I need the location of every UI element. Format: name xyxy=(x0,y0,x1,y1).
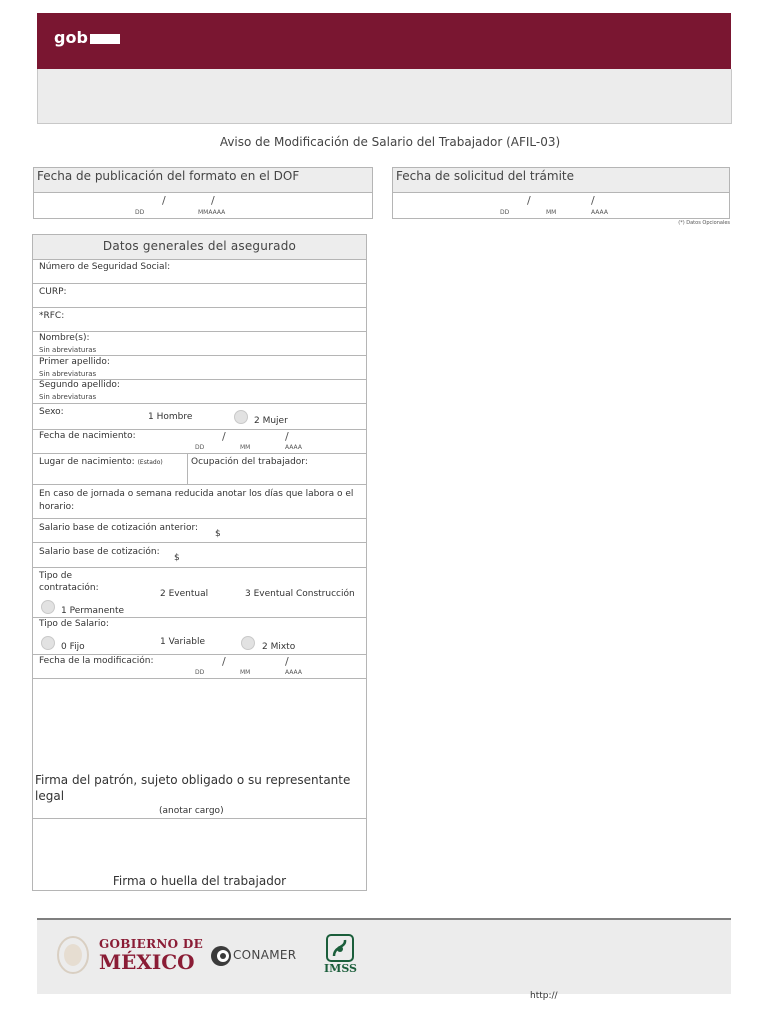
nss-label: Número de Seguridad Social: xyxy=(39,262,171,272)
sexo-hombre-label: 1 Hombre xyxy=(148,412,193,422)
salario-mixto-radio[interactable] xyxy=(241,636,255,650)
salario-anterior-label: Salario base de cotización anterior: xyxy=(39,523,199,533)
contratacion-permanente-label: 1 Permanente xyxy=(61,606,125,616)
form-title: Aviso de Modificación de Salario del Trabajador (AFIL-03) xyxy=(219,135,561,149)
dof-mmaaaa-label: MMAAAA xyxy=(198,209,226,216)
imss-logo[interactable]: IMSS xyxy=(324,962,357,975)
firma-patron-label: Firma del patrón, sujeto obligado o su representante legal xyxy=(35,773,351,803)
nacimiento-slash-1: / xyxy=(222,430,226,443)
modificacion-dd: DD xyxy=(195,669,205,676)
salario-anterior-row[interactable] xyxy=(33,519,366,543)
dof-slash-1: / xyxy=(162,194,166,207)
nss-row[interactable] xyxy=(33,259,366,284)
modificacion-slash-2: / xyxy=(285,655,289,668)
request-dd-label: DD xyxy=(500,209,510,216)
nombres-hint: Sin abreviaturas xyxy=(39,346,97,354)
gobierno-line2: MÉXICO xyxy=(99,950,195,974)
request-date-title: Fecha de solicitud del trámite xyxy=(396,169,575,183)
dof-date-title: Fecha de publicación del formato en el DOF xyxy=(37,169,300,183)
request-slash-2: / xyxy=(591,194,595,207)
imss-icon xyxy=(325,934,355,962)
lugar-nacimiento-label: Lugar de nacimiento: xyxy=(39,457,135,467)
salario-actual-label: Salario base de cotización: xyxy=(39,547,160,557)
footer-url[interactable]: http:// xyxy=(530,991,558,1001)
tipo-salario-row xyxy=(33,618,366,655)
sexo-mujer-label: 2 Mujer xyxy=(254,416,288,426)
nacimiento-aaaa: AAAA xyxy=(285,444,302,451)
lugar-ocupacion-row xyxy=(33,454,366,485)
jornada-label: En caso de jornada o semana reducida anotar los días que labora o el horario: xyxy=(39,489,354,512)
request-date-header xyxy=(392,167,730,193)
top-header-bar xyxy=(37,13,731,69)
fecha-nacimiento-row[interactable] xyxy=(33,430,366,454)
nacimiento-mm: MM xyxy=(240,444,251,451)
primer-apellido-label: Primer apellido: xyxy=(39,357,110,367)
curp-row[interactable] xyxy=(33,284,366,308)
fecha-modificacion-row[interactable] xyxy=(33,655,366,679)
tipo-contratacion-row xyxy=(33,568,366,618)
segundo-apellido-label: Segundo apellido: xyxy=(39,380,120,390)
sexo-mujer-radio[interactable] xyxy=(234,410,248,424)
mexico-seal-icon xyxy=(55,934,91,976)
gob-logo-text: gob xyxy=(54,28,88,47)
ocupacion-label[interactable]: Ocupación del trabajador: xyxy=(191,457,308,467)
salario-actual-row[interactable] xyxy=(33,543,366,568)
nacimiento-dd: DD xyxy=(195,444,205,451)
segundo-apellido-hint: Sin abreviaturas xyxy=(39,393,97,401)
conamer-icon xyxy=(210,945,232,967)
segundo-apellido-row[interactable] xyxy=(33,380,366,404)
fecha-modificacion-label: Fecha de la modificación: xyxy=(39,656,154,666)
curp-label: CURP: xyxy=(39,287,67,297)
nombres-row[interactable] xyxy=(33,332,366,356)
sexo-label: Sexo: xyxy=(39,407,64,417)
firma-trabajador-area[interactable] xyxy=(33,819,366,890)
salario-actual-currency: $ xyxy=(174,553,180,563)
request-mm-label: MM xyxy=(546,209,557,216)
section-title: Datos generales del asegurado xyxy=(33,235,366,260)
gob-logo-mark xyxy=(90,34,120,44)
lugar-ocupacion-divider xyxy=(187,454,188,484)
salario-variable-label: 1 Variable xyxy=(160,637,206,647)
request-date-field[interactable] xyxy=(392,193,730,219)
optional-data-note: (*) Datos Opcionales xyxy=(678,220,730,226)
contratacion-permanente-radio[interactable] xyxy=(41,600,55,614)
salario-anterior-currency: $ xyxy=(215,529,221,539)
nacimiento-slash-2: / xyxy=(285,430,289,443)
dof-dd-label: DD xyxy=(135,209,145,216)
fecha-nacimiento-label: Fecha de nacimiento: xyxy=(39,431,136,441)
sexo-row xyxy=(33,404,366,430)
contratacion-eventual-label: 2 Eventual xyxy=(160,589,209,599)
footer-band xyxy=(37,920,731,994)
jornada-row[interactable] xyxy=(33,485,366,519)
anotar-cargo-label: (anotar cargo) xyxy=(159,806,224,816)
modificacion-mm: MM xyxy=(240,669,251,676)
tipo-contratacion-label: Tipo de contratación: xyxy=(39,571,99,593)
header-gray-band xyxy=(37,69,732,124)
tipo-salario-label: Tipo de Salario: xyxy=(39,619,109,629)
lugar-nacimiento-field[interactable] xyxy=(39,457,163,467)
estado-hint: (Estado) xyxy=(137,459,163,466)
modificacion-aaaa: AAAA xyxy=(285,669,302,676)
request-slash-1: / xyxy=(527,194,531,207)
firma-trabajador-label: Firma o huella del trabajador xyxy=(112,874,287,888)
rfc-row[interactable] xyxy=(33,308,366,332)
primer-apellido-hint: Sin abreviaturas xyxy=(39,370,97,378)
primer-apellido-row[interactable] xyxy=(33,356,366,380)
dof-date-field[interactable] xyxy=(33,193,373,219)
nombres-label: Nombre(s): xyxy=(39,333,90,343)
gob-logo[interactable] xyxy=(54,28,120,47)
modificacion-slash-1: / xyxy=(222,655,226,668)
gobierno-line1: GOBIERNO DE xyxy=(99,937,204,951)
salario-mixto-label: 2 Mixto xyxy=(262,642,296,652)
dof-date-header xyxy=(33,167,373,193)
contratacion-construccion-label: 3 Eventual Construcción xyxy=(245,589,355,599)
dof-slash-2: / xyxy=(211,194,215,207)
salario-fijo-radio[interactable] xyxy=(41,636,55,650)
conamer-logo[interactable]: CONAMER xyxy=(233,948,297,962)
rfc-label: *RFC: xyxy=(39,311,65,321)
gobierno-mexico-logo[interactable] xyxy=(99,937,203,973)
salario-fijo-label: 0 Fijo xyxy=(61,642,85,652)
firma-patron-area[interactable] xyxy=(33,679,366,819)
request-aaaa-label: AAAA xyxy=(591,209,608,216)
